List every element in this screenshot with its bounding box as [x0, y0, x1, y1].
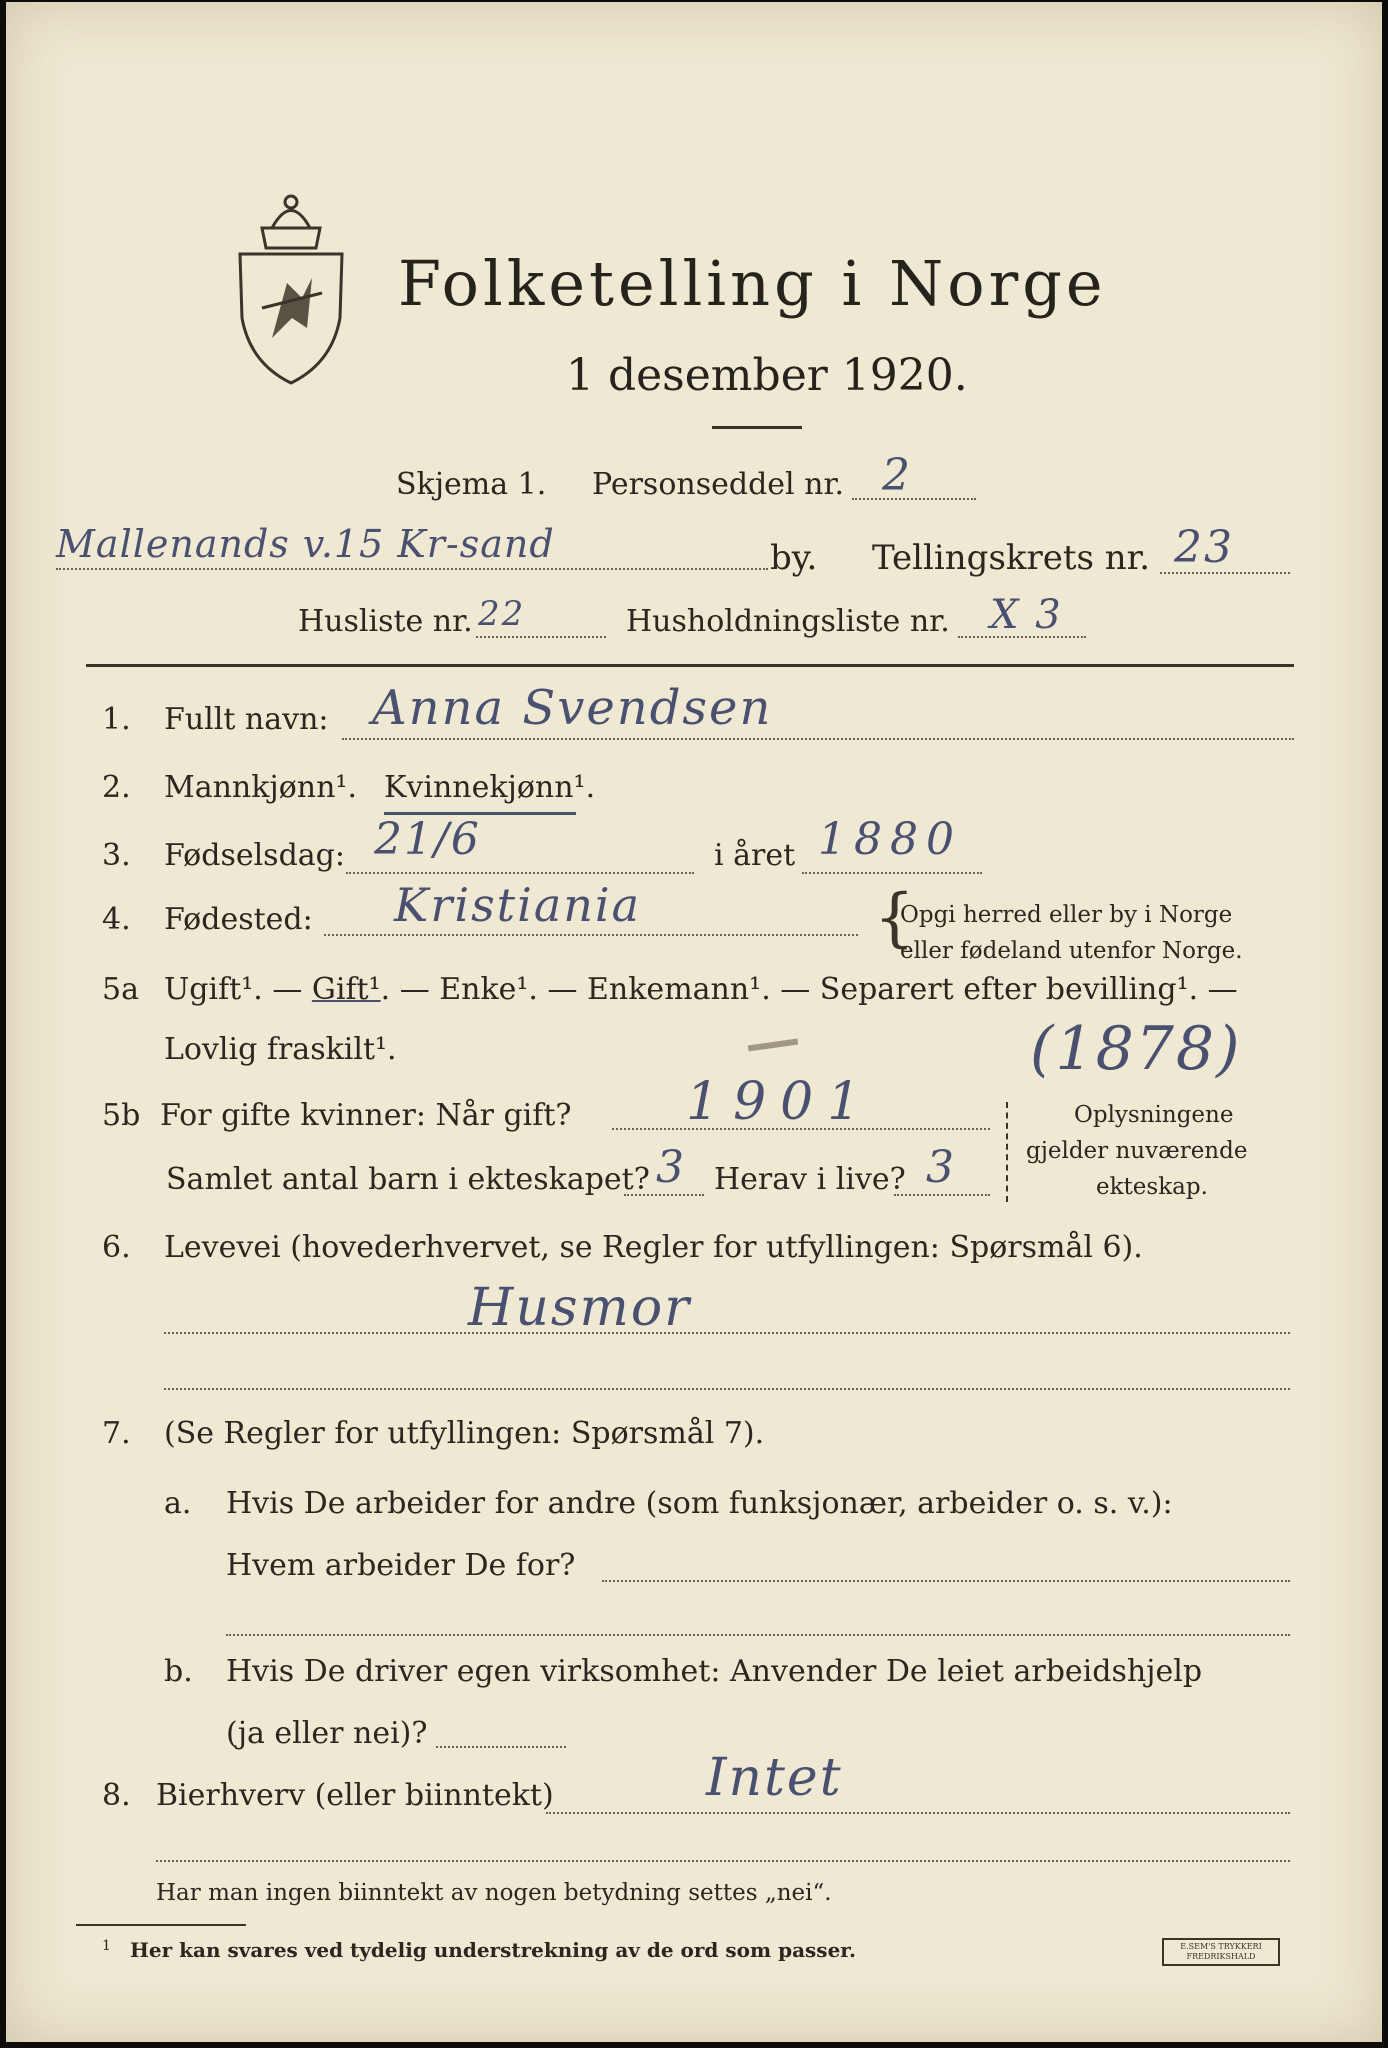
q2-number: 2.	[102, 770, 131, 805]
q5b-children-value: 3	[656, 1142, 686, 1193]
q5b-note-line3: ekteskap.	[1096, 1174, 1208, 1200]
q5b-children-label: Samlet antal barn i ekteskapet?	[166, 1162, 650, 1197]
q5b-note-line1: Oplysningene	[1074, 1102, 1234, 1128]
q5b-number: 5b	[102, 1098, 141, 1133]
q2-male: Mannkjønn¹.	[164, 770, 357, 805]
footnote-rule	[76, 1924, 246, 1926]
street-value: Mallenands v.15 Kr-sand	[56, 522, 555, 566]
q5a-line2: Lovlig fraskilt¹.	[164, 1032, 397, 1067]
q8-side-income: Intet	[706, 1748, 843, 1808]
q3-year-label: i året	[714, 838, 796, 873]
ink-smudge	[748, 1039, 798, 1052]
q7a-line1: Hvis De arbeider for andre (som funksjonær, arbeider o. s. v.):	[226, 1486, 1173, 1521]
q1-number: 1.	[102, 702, 131, 737]
q3-birthday: 21/6	[374, 814, 481, 865]
q3-number: 3.	[102, 838, 131, 873]
q5b-note-bracket	[1006, 1102, 1008, 1202]
q2-female: Kvinnekjønn¹.	[384, 770, 596, 805]
q4-brace: {	[874, 881, 915, 955]
husliste-label: Husliste nr.	[298, 604, 473, 639]
q4-birthplace: Kristiania	[394, 878, 642, 932]
footnote-mark: 1	[102, 1938, 111, 1954]
q3-year: 1880	[818, 814, 962, 865]
q6-occupation: Husmor	[468, 1278, 691, 1338]
tellingskrets-label: Tellingskrets nr.	[872, 538, 1151, 578]
q8-number: 8.	[102, 1778, 131, 1813]
tellingskrets-value: 23	[1174, 522, 1234, 573]
q4-note-line2: eller fødeland utenfor Norge.	[900, 938, 1243, 964]
q7b-letter: b.	[164, 1654, 193, 1689]
q5a-rest: . — Enke¹. — Enkemann¹. — Separert efter bevilling¹. —	[380, 972, 1238, 1007]
footer-note: Har man ingen biinntekt av nogen betydning settes „nei“.	[156, 1880, 832, 1906]
q1-label: Fullt navn:	[164, 702, 329, 737]
printer-stamp: E.SEM'S TRYKKERI FREDRIKSHALD	[1162, 1938, 1280, 1966]
q5b-note-line2: gjelder nuværende	[1026, 1138, 1248, 1164]
husholdning-value: X 3	[990, 592, 1063, 638]
form-title: Folketelling i Norge	[398, 247, 1107, 320]
q4-number: 4.	[102, 902, 131, 937]
q5b-alive-label: Herav i live?	[714, 1162, 906, 1197]
census-form	[6, 2, 1382, 2042]
q4-note-line1: Opgi herred eller by i Norge	[900, 902, 1233, 928]
footnote-text: Her kan svares ved tydelig understrekning av de ord som passer.	[130, 1938, 856, 1962]
header-rule	[86, 664, 1294, 667]
q8-label: Bierhverv (eller biinntekt)	[156, 1778, 554, 1813]
q7b-line2: (ja eller nei)?	[226, 1716, 428, 1751]
q5a-margin-note: (1878)	[1030, 1014, 1242, 1084]
q3-label: Fødselsdag:	[164, 838, 345, 873]
skjema-label: Skjema 1.	[396, 467, 547, 502]
q7b-line1: Hvis De driver egen virksomhet: Anvender De leiet arbeidshjelp	[226, 1654, 1203, 1689]
husliste-value: 22	[478, 594, 526, 634]
q7a-line2: Hvem arbeider De for?	[226, 1548, 576, 1583]
q5a-number: 5a	[102, 972, 139, 1007]
q5b-alive-value: 3	[926, 1142, 956, 1193]
q7a-letter: a.	[164, 1486, 192, 1521]
by-label: by.	[770, 538, 818, 578]
husholdning-label: Husholdningsliste nr.	[626, 604, 950, 639]
q5b-married-year: 1901	[686, 1072, 875, 1132]
census-date: 1 desember 1920.	[566, 350, 968, 401]
q5a-gift: Gift¹	[311, 972, 381, 1007]
q1-full-name: Anna Svendsen	[372, 680, 773, 736]
personseddel-value: 2	[882, 450, 912, 501]
q7-label: (Se Regler for utfyllingen: Spørsmål 7).	[164, 1416, 765, 1451]
q7-number: 7.	[102, 1416, 131, 1451]
personseddel-label: Personseddel nr.	[592, 467, 845, 502]
q6-label: Levevei (hovederhvervet, se Regler for utfyllingen: Spørsmål 6).	[164, 1230, 1143, 1265]
q4-label: Fødested:	[164, 902, 313, 937]
q5b-label: For gifte kvinner: Når gift?	[160, 1098, 572, 1133]
coat-of-arms-icon	[232, 188, 350, 388]
q6-number: 6.	[102, 1230, 131, 1265]
q5a-ugift: Ugift¹. —	[164, 972, 312, 1007]
q5a-line1	[164, 972, 1238, 1007]
title-divider	[712, 426, 802, 429]
